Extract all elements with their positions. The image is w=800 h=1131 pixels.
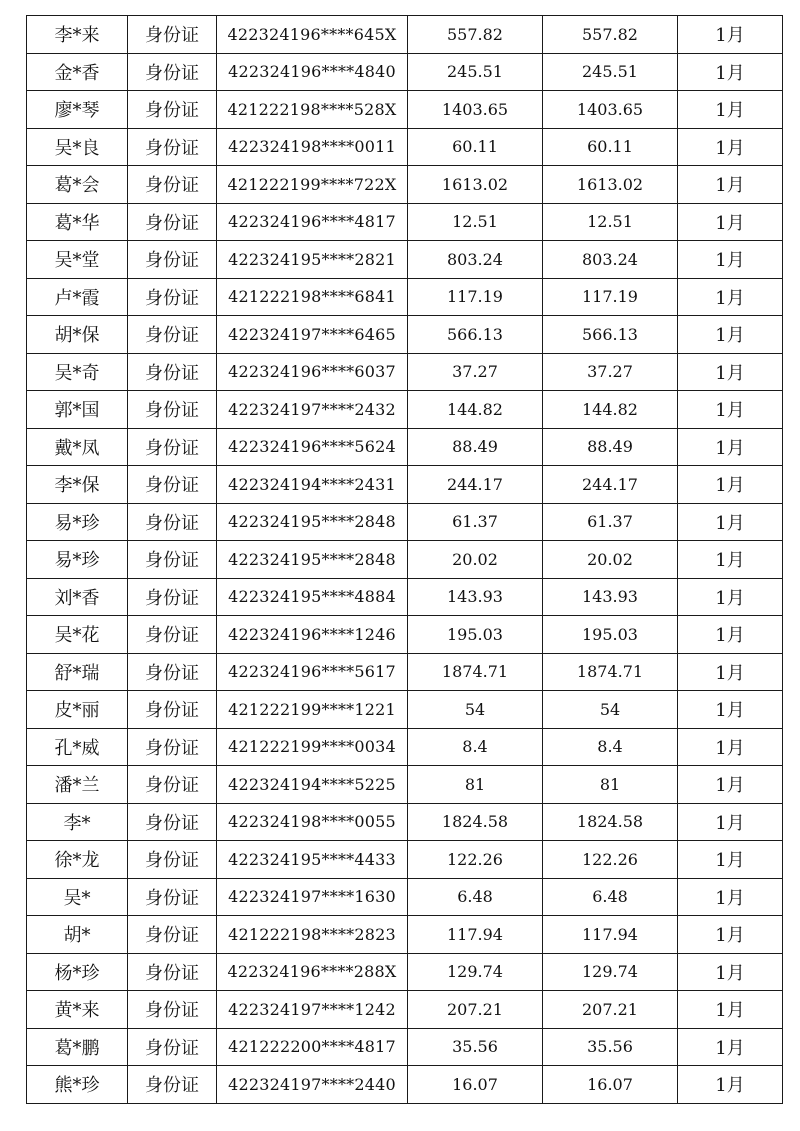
amount-paid-cell: 61.37 [543, 503, 678, 541]
amount-due-cell: 245.51 [408, 53, 543, 91]
amount-paid-cell: 245.51 [543, 53, 678, 91]
id-type-cell: 身份证 [128, 541, 217, 579]
id-number-cell: 421222200****4817 [217, 1028, 408, 1066]
month-cell: 1月 [678, 691, 783, 729]
month-cell: 1月 [678, 241, 783, 279]
amount-paid-cell: 88.49 [543, 428, 678, 466]
amount-paid-cell: 129.74 [543, 953, 678, 991]
month-cell: 1月 [678, 766, 783, 804]
amount-due-cell: 122.26 [408, 841, 543, 879]
amount-due-cell: 1403.65 [408, 91, 543, 129]
name-cell: 徐*龙 [27, 841, 128, 879]
amount-due-cell: 244.17 [408, 466, 543, 504]
id-number-cell: 421222199****722X [217, 166, 408, 204]
table-row [27, 803, 783, 841]
table-row [27, 953, 783, 991]
id-number-cell: 422324196****5617 [217, 653, 408, 691]
month-cell: 1月 [678, 166, 783, 204]
table-row [27, 878, 783, 916]
table-row [27, 53, 783, 91]
month-cell: 1月 [678, 991, 783, 1029]
table-row [27, 503, 783, 541]
id-number-cell: 422324194****2431 [217, 466, 408, 504]
table-row [27, 991, 783, 1029]
amount-paid-cell: 1824.58 [543, 803, 678, 841]
table-row [27, 1066, 783, 1104]
amount-due-cell: 803.24 [408, 241, 543, 279]
amount-paid-cell: 35.56 [543, 1028, 678, 1066]
table-row [27, 578, 783, 616]
amount-due-cell: 61.37 [408, 503, 543, 541]
id-type-cell: 身份证 [128, 728, 217, 766]
table-row [27, 428, 783, 466]
id-number-cell: 422324197****6465 [217, 316, 408, 354]
table-row [27, 391, 783, 429]
id-number-cell: 421222198****6841 [217, 278, 408, 316]
id-number-cell: 422324196****645X [217, 16, 408, 54]
id-type-cell: 身份证 [128, 16, 217, 54]
amount-paid-cell: 54 [543, 691, 678, 729]
table-row [27, 466, 783, 504]
table-body [27, 16, 783, 1104]
amount-due-cell: 20.02 [408, 541, 543, 579]
name-cell: 李*来 [27, 16, 128, 54]
id-type-cell: 身份证 [128, 803, 217, 841]
name-cell: 黄*来 [27, 991, 128, 1029]
amount-due-cell: 6.48 [408, 878, 543, 916]
id-number-cell: 422324196****1246 [217, 616, 408, 654]
amount-paid-cell: 16.07 [543, 1066, 678, 1104]
name-cell: 刘*香 [27, 578, 128, 616]
id-type-cell: 身份证 [128, 766, 217, 804]
month-cell: 1月 [678, 466, 783, 504]
amount-paid-cell: 244.17 [543, 466, 678, 504]
name-cell: 葛*会 [27, 166, 128, 204]
id-type-cell: 身份证 [128, 991, 217, 1029]
amount-due-cell: 117.19 [408, 278, 543, 316]
id-number-cell: 421222198****528X [217, 91, 408, 129]
id-number-cell: 422324194****5225 [217, 766, 408, 804]
table-row [27, 128, 783, 166]
id-number-cell: 422324195****2821 [217, 241, 408, 279]
id-type-cell: 身份证 [128, 878, 217, 916]
amount-paid-cell: 37.27 [543, 353, 678, 391]
id-type-cell: 身份证 [128, 53, 217, 91]
amount-paid-cell: 60.11 [543, 128, 678, 166]
name-cell: 易*珍 [27, 503, 128, 541]
amount-paid-cell: 20.02 [543, 541, 678, 579]
amount-due-cell: 16.07 [408, 1066, 543, 1104]
month-cell: 1月 [678, 728, 783, 766]
id-number-cell: 422324197****1242 [217, 991, 408, 1029]
amount-paid-cell: 207.21 [543, 991, 678, 1029]
month-cell: 1月 [678, 953, 783, 991]
amount-due-cell: 54 [408, 691, 543, 729]
id-number-cell: 422324196****5624 [217, 428, 408, 466]
amount-due-cell: 1824.58 [408, 803, 543, 841]
amount-due-cell: 1874.71 [408, 653, 543, 691]
name-cell: 吴*堂 [27, 241, 128, 279]
amount-paid-cell: 1403.65 [543, 91, 678, 129]
name-cell: 吴*良 [27, 128, 128, 166]
amount-paid-cell: 6.48 [543, 878, 678, 916]
amount-due-cell: 35.56 [408, 1028, 543, 1066]
name-cell: 皮*丽 [27, 691, 128, 729]
name-cell: 杨*珍 [27, 953, 128, 991]
table-row [27, 766, 783, 804]
month-cell: 1月 [678, 878, 783, 916]
amount-paid-cell: 557.82 [543, 16, 678, 54]
month-cell: 1月 [678, 278, 783, 316]
amount-paid-cell: 566.13 [543, 316, 678, 354]
id-number-cell: 421222199****1221 [217, 691, 408, 729]
amount-due-cell: 207.21 [408, 991, 543, 1029]
amount-paid-cell: 1874.71 [543, 653, 678, 691]
month-cell: 1月 [678, 53, 783, 91]
id-type-cell: 身份证 [128, 841, 217, 879]
table-row [27, 916, 783, 954]
id-number-cell: 422324197****2440 [217, 1066, 408, 1104]
amount-paid-cell: 81 [543, 766, 678, 804]
amount-paid-cell: 144.82 [543, 391, 678, 429]
table-row [27, 1028, 783, 1066]
month-cell: 1月 [678, 203, 783, 241]
name-cell: 熊*珍 [27, 1066, 128, 1104]
amount-paid-cell: 122.26 [543, 841, 678, 879]
id-number-cell: 422324198****0011 [217, 128, 408, 166]
table-row [27, 16, 783, 54]
id-number-cell: 422324195****4884 [217, 578, 408, 616]
name-cell: 易*珍 [27, 541, 128, 579]
amount-due-cell: 195.03 [408, 616, 543, 654]
id-type-cell: 身份证 [128, 616, 217, 654]
month-cell: 1月 [678, 353, 783, 391]
amount-due-cell: 129.74 [408, 953, 543, 991]
month-cell: 1月 [678, 16, 783, 54]
name-cell: 吴*花 [27, 616, 128, 654]
table-row [27, 166, 783, 204]
name-cell: 胡* [27, 916, 128, 954]
id-type-cell: 身份证 [128, 428, 217, 466]
id-number-cell: 421222199****0034 [217, 728, 408, 766]
id-type-cell: 身份证 [128, 916, 217, 954]
month-cell: 1月 [678, 503, 783, 541]
name-cell: 胡*保 [27, 316, 128, 354]
name-cell: 吴* [27, 878, 128, 916]
name-cell: 孔*威 [27, 728, 128, 766]
table-row [27, 691, 783, 729]
month-cell: 1月 [678, 391, 783, 429]
id-type-cell: 身份证 [128, 128, 217, 166]
name-cell: 戴*凤 [27, 428, 128, 466]
id-type-cell: 身份证 [128, 278, 217, 316]
month-cell: 1月 [678, 916, 783, 954]
id-number-cell: 422324196****4840 [217, 53, 408, 91]
id-number-cell: 422324196****288X [217, 953, 408, 991]
month-cell: 1月 [678, 653, 783, 691]
id-type-cell: 身份证 [128, 241, 217, 279]
id-type-cell: 身份证 [128, 353, 217, 391]
month-cell: 1月 [678, 91, 783, 129]
name-cell: 郭*国 [27, 391, 128, 429]
month-cell: 1月 [678, 841, 783, 879]
amount-due-cell: 81 [408, 766, 543, 804]
id-type-cell: 身份证 [128, 578, 217, 616]
month-cell: 1月 [678, 128, 783, 166]
id-number-cell: 422324195****4433 [217, 841, 408, 879]
id-type-cell: 身份证 [128, 391, 217, 429]
id-number-cell: 422324197****1630 [217, 878, 408, 916]
id-type-cell: 身份证 [128, 203, 217, 241]
amount-due-cell: 143.93 [408, 578, 543, 616]
name-cell: 葛*鹏 [27, 1028, 128, 1066]
amount-due-cell: 557.82 [408, 16, 543, 54]
amount-paid-cell: 117.19 [543, 278, 678, 316]
amount-paid-cell: 803.24 [543, 241, 678, 279]
table-row [27, 353, 783, 391]
amount-due-cell: 12.51 [408, 203, 543, 241]
name-cell: 卢*霞 [27, 278, 128, 316]
id-type-cell: 身份证 [128, 166, 217, 204]
month-cell: 1月 [678, 316, 783, 354]
amount-paid-cell: 12.51 [543, 203, 678, 241]
month-cell: 1月 [678, 803, 783, 841]
id-number-cell: 422324195****2848 [217, 503, 408, 541]
id-type-cell: 身份证 [128, 316, 217, 354]
month-cell: 1月 [678, 616, 783, 654]
name-cell: 吴*奇 [27, 353, 128, 391]
amount-due-cell: 117.94 [408, 916, 543, 954]
name-cell: 金*香 [27, 53, 128, 91]
id-number-cell: 422324195****2848 [217, 541, 408, 579]
id-type-cell: 身份证 [128, 466, 217, 504]
table-row [27, 316, 783, 354]
amount-paid-cell: 195.03 [543, 616, 678, 654]
id-type-cell: 身份证 [128, 91, 217, 129]
name-cell: 李* [27, 803, 128, 841]
amount-paid-cell: 1613.02 [543, 166, 678, 204]
table-row [27, 841, 783, 879]
id-number-cell: 422324196****6037 [217, 353, 408, 391]
amount-paid-cell: 8.4 [543, 728, 678, 766]
amount-due-cell: 1613.02 [408, 166, 543, 204]
id-type-cell: 身份证 [128, 1066, 217, 1104]
amount-due-cell: 60.11 [408, 128, 543, 166]
name-cell: 舒*瑞 [27, 653, 128, 691]
table-row [27, 203, 783, 241]
id-number-cell: 422324197****2432 [217, 391, 408, 429]
month-cell: 1月 [678, 428, 783, 466]
month-cell: 1月 [678, 541, 783, 579]
amount-paid-cell: 143.93 [543, 578, 678, 616]
table-row [27, 241, 783, 279]
amount-due-cell: 566.13 [408, 316, 543, 354]
table-row [27, 91, 783, 129]
data-table [26, 15, 783, 1104]
id-type-cell: 身份证 [128, 653, 217, 691]
month-cell: 1月 [678, 578, 783, 616]
amount-paid-cell: 117.94 [543, 916, 678, 954]
id-number-cell: 421222198****2823 [217, 916, 408, 954]
table-row [27, 541, 783, 579]
name-cell: 潘*兰 [27, 766, 128, 804]
id-number-cell: 422324198****0055 [217, 803, 408, 841]
name-cell: 李*保 [27, 466, 128, 504]
month-cell: 1月 [678, 1028, 783, 1066]
id-type-cell: 身份证 [128, 503, 217, 541]
id-number-cell: 422324196****4817 [217, 203, 408, 241]
amount-due-cell: 144.82 [408, 391, 543, 429]
name-cell: 葛*华 [27, 203, 128, 241]
id-type-cell: 身份证 [128, 691, 217, 729]
month-cell: 1月 [678, 1066, 783, 1104]
id-type-cell: 身份证 [128, 953, 217, 991]
table-row [27, 278, 783, 316]
id-type-cell: 身份证 [128, 1028, 217, 1066]
table-row [27, 728, 783, 766]
amount-due-cell: 37.27 [408, 353, 543, 391]
amount-due-cell: 88.49 [408, 428, 543, 466]
table-row [27, 616, 783, 654]
table-row [27, 653, 783, 691]
name-cell: 廖*琴 [27, 91, 128, 129]
amount-due-cell: 8.4 [408, 728, 543, 766]
